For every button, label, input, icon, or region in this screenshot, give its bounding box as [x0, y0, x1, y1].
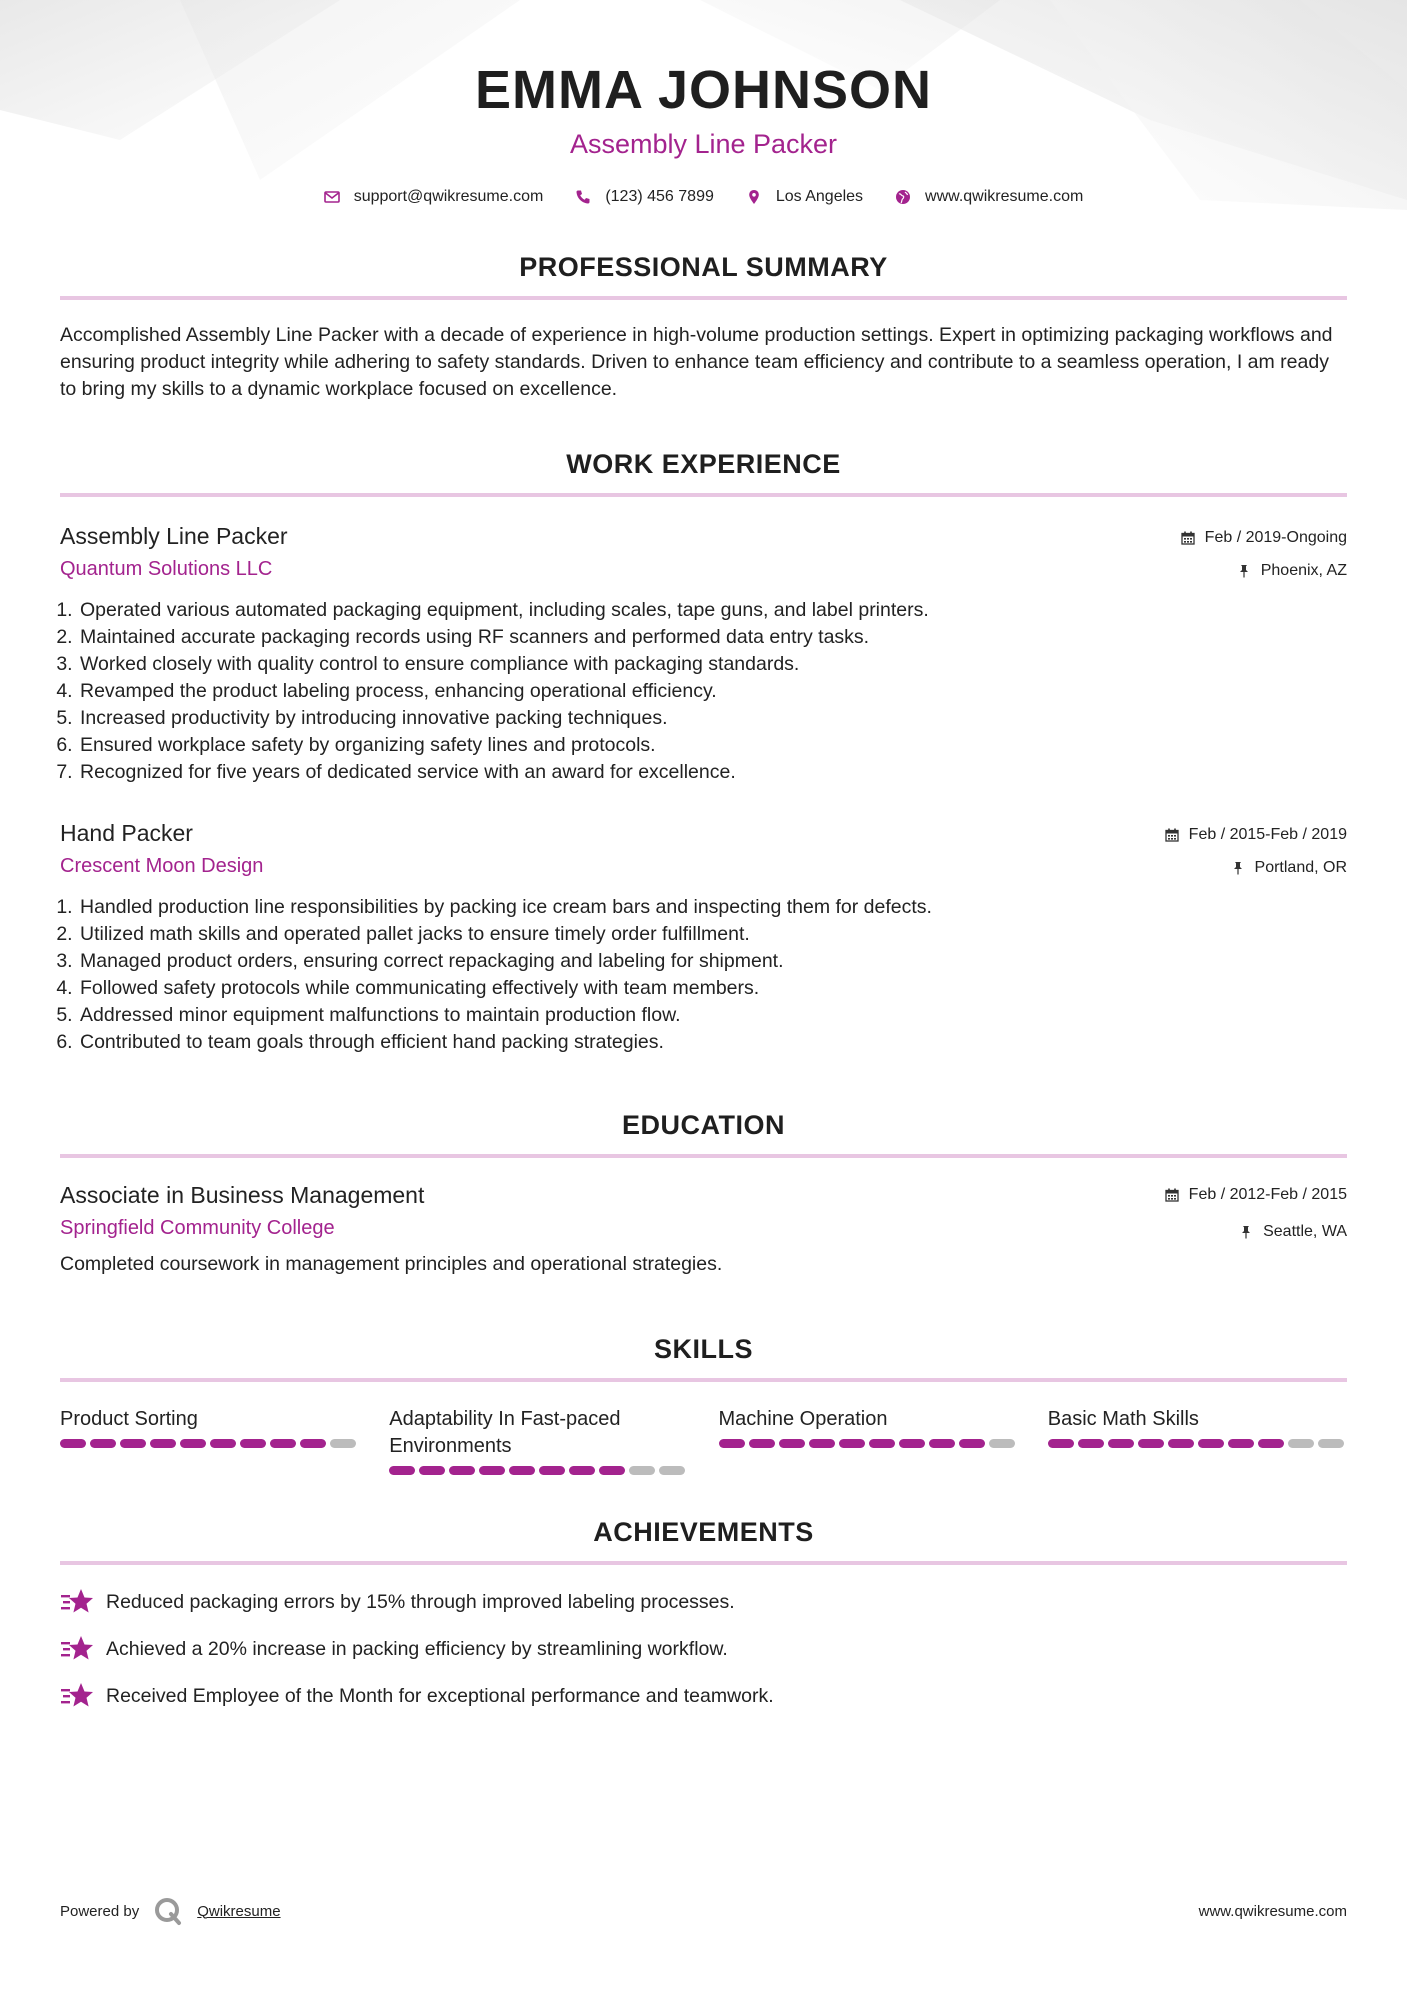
list-item: 1. Operated various automated packaging equipment, including scales, tape guns, and label printers. — [78, 597, 1347, 624]
powered-by — [60, 1896, 281, 1926]
globe-icon — [895, 189, 911, 205]
skill-name: Product Sorting — [60, 1408, 198, 1430]
skill-segment-filled — [270, 1439, 296, 1448]
skill-segment-filled — [120, 1439, 146, 1448]
powered-by-label: Powered by — [60, 1902, 140, 1920]
skills-divider — [60, 1378, 1347, 1382]
list-item: 3. Worked closely with quality control to ensure compliance with packaging standards. — [78, 651, 1347, 678]
skill-segment-filled — [599, 1466, 625, 1475]
contact-bar — [60, 186, 1347, 208]
skill-segment-filled — [449, 1466, 475, 1475]
calendar-icon — [1181, 531, 1195, 545]
job-entry — [60, 521, 1347, 786]
achievements-heading: ACHIEVEMENTS — [593, 1517, 814, 1547]
job-title: Hand Packer — [60, 820, 193, 846]
education-section — [60, 1108, 1347, 1278]
contact-email[interactable] — [324, 188, 544, 206]
education-entry — [60, 1180, 1347, 1278]
pushpin-icon — [1231, 861, 1245, 875]
achievement-text: Achieved a 20% increase in packing efficiency by streamlining workflow. — [106, 1637, 728, 1660]
skill-level-bar — [1048, 1439, 1347, 1448]
experience-section — [60, 447, 1347, 1056]
achievement-text: Received Employee of the Month for exceptional performance and teamwork. — [106, 1684, 774, 1707]
education-location: Seattle, WA — [1263, 1223, 1347, 1240]
skill-segment-filled — [929, 1439, 955, 1448]
contact-phone-text: (123) 456 7899 — [605, 188, 714, 205]
skill-segment-filled — [899, 1439, 925, 1448]
list-item: 4. Followed safety protocols while communicating effectively with team members. — [78, 975, 1347, 1002]
skill-level-bar — [389, 1466, 688, 1475]
skill-level-bar — [60, 1439, 359, 1448]
list-item — [60, 1634, 1347, 1664]
skill-segment-filled — [1228, 1439, 1254, 1448]
job-company: Crescent Moon Design — [60, 855, 264, 877]
job-title: Assembly Line Packer — [60, 523, 288, 549]
education-degree: Associate in Business Management — [60, 1182, 425, 1208]
list-item: 7. Recognized for five years of dedicated service with an award for excellence. — [78, 759, 1347, 786]
summary-text: Accomplished Assembly Line Packer with a decade of experience in high-volume production settings. Expert in optimizing packaging workflows and ensuring product integrity while adhering to safety standards. Driven to enhance team efficiency and contribute to a seamless operation, I am ready to bring my skills to a dynamic workplace focused on excellence. — [60, 324, 1333, 400]
skill-segment-empty — [629, 1466, 655, 1475]
list-item: 1. Handled production line responsibilities by packing ice cream bars and inspecting them for defects. — [78, 894, 1347, 921]
skill-segment-empty — [659, 1466, 685, 1475]
skill-segment-filled — [180, 1439, 206, 1448]
skill-segment-filled — [1048, 1439, 1074, 1448]
skill-segment-filled — [509, 1466, 535, 1475]
list-item: 4. Revamped the product labeling process, enhancing operational efficiency. — [78, 678, 1347, 705]
job-location: Portland, OR — [1254, 859, 1347, 876]
skill-item — [1048, 1406, 1347, 1475]
list-item: 6. Contributed to team goals through efficient hand packing strategies. — [78, 1029, 1347, 1056]
skills-heading: SKILLS — [653, 1334, 753, 1364]
skill-segment-filled — [839, 1439, 865, 1448]
skill-segment-filled — [1108, 1439, 1134, 1448]
skill-segment-empty — [1288, 1439, 1314, 1448]
pushpin-icon — [1237, 564, 1251, 578]
job-dates: Feb / 2019-Ongoing — [1204, 529, 1347, 546]
contact-location-text: Los Angeles — [775, 188, 864, 205]
skill-name: Basic Math Skills — [1047, 1408, 1199, 1430]
calendar-icon — [1165, 1188, 1179, 1202]
contact-email-text: support@qwikresume.com — [353, 188, 544, 205]
qwikresume-link[interactable]: Qwikresume — [197, 1902, 281, 1920]
list-item: 5. Addressed minor equipment malfunctions to maintain production flow. — [78, 1002, 1347, 1029]
skill-segment-filled — [569, 1466, 595, 1475]
job-entry — [60, 818, 1347, 1056]
skill-segment-filled — [389, 1466, 415, 1475]
skill-segment-empty — [989, 1439, 1015, 1448]
skill-item — [60, 1406, 359, 1475]
star-icon — [60, 1681, 94, 1711]
contact-website-text: www.qwikresume.com — [925, 188, 1084, 205]
education-divider — [60, 1154, 1347, 1158]
skill-item — [719, 1406, 1018, 1475]
education-description: Completed coursework in management principles and operational strategies. — [60, 1253, 723, 1275]
job-dates: Feb / 2015-Feb / 2019 — [1188, 826, 1347, 843]
skill-segment-filled — [539, 1466, 565, 1475]
summary-divider — [60, 296, 1347, 300]
skill-item — [389, 1406, 688, 1475]
skill-name: Machine Operation — [718, 1408, 888, 1430]
skills-list — [60, 1406, 1347, 1475]
skill-segment-filled — [809, 1439, 835, 1448]
education-dates: Feb / 2012-Feb / 2015 — [1188, 1186, 1347, 1203]
skills-section — [60, 1332, 1347, 1475]
list-item: 5. Increased productivity by introducing innovative packing techniques. — [78, 705, 1347, 732]
phone-icon — [575, 189, 591, 205]
pushpin-icon — [1239, 1225, 1253, 1239]
contact-location — [746, 188, 863, 206]
star-icon — [60, 1587, 94, 1617]
candidate-title: Assembly Line Packer — [569, 129, 838, 159]
skill-segment-filled — [1168, 1439, 1194, 1448]
job-bullets — [60, 597, 1347, 786]
list-item: 6. Ensured workplace safety by organizing safety lines and protocols. — [78, 732, 1347, 759]
footer — [60, 1896, 1347, 1926]
calendar-icon — [1165, 828, 1179, 842]
education-heading: EDUCATION — [622, 1110, 785, 1140]
skill-segment-filled — [749, 1439, 775, 1448]
skill-segment-empty — [1318, 1439, 1344, 1448]
skill-segment-empty — [330, 1439, 356, 1448]
list-item: 3. Managed product orders, ensuring correct repackaging and labeling for shipment. — [78, 948, 1347, 975]
skill-segment-filled — [479, 1466, 505, 1475]
skill-segment-filled — [210, 1439, 236, 1448]
skill-segment-filled — [1198, 1439, 1224, 1448]
skill-segment-filled — [1138, 1439, 1164, 1448]
skill-segment-filled — [719, 1439, 745, 1448]
footer-website[interactable]: www.qwikresume.com — [1198, 1902, 1347, 1920]
skill-segment-filled — [419, 1466, 445, 1475]
star-icon — [60, 1634, 94, 1664]
education-school: Springfield Community College — [60, 1217, 335, 1239]
qwikresume-logo-icon — [153, 1896, 183, 1926]
list-item — [60, 1681, 1347, 1711]
skill-segment-filled — [150, 1439, 176, 1448]
skill-segment-filled — [240, 1439, 266, 1448]
map-pin-icon — [746, 189, 762, 205]
job-bullets — [60, 894, 1347, 1056]
skill-segment-filled — [60, 1439, 86, 1448]
skill-segment-filled — [1258, 1439, 1284, 1448]
skill-segment-filled — [90, 1439, 116, 1448]
envelope-icon — [324, 189, 340, 205]
job-location: Phoenix, AZ — [1260, 562, 1347, 579]
list-item — [60, 1587, 1347, 1617]
job-company: Quantum Solutions LLC — [60, 558, 273, 580]
achievements-divider — [60, 1561, 1347, 1565]
skill-name: Adaptability In Fast-paced Environments — [389, 1408, 621, 1457]
skill-level-bar — [719, 1439, 1018, 1448]
skill-segment-filled — [869, 1439, 895, 1448]
summary-section — [60, 250, 1347, 403]
list-item: 2. Utilized math skills and operated pallet jacks to ensure timely order fulfillment. — [78, 921, 1347, 948]
skill-segment-filled — [1078, 1439, 1104, 1448]
experience-heading: WORK EXPERIENCE — [566, 449, 841, 479]
achievements-section — [60, 1515, 1347, 1711]
achievement-text: Reduced packaging errors by 15% through improved labeling processes. — [106, 1590, 735, 1613]
skill-segment-filled — [959, 1439, 985, 1448]
experience-divider — [60, 493, 1347, 497]
achievements-list — [60, 1587, 1347, 1711]
skill-segment-filled — [300, 1439, 326, 1448]
skill-segment-filled — [779, 1439, 805, 1448]
contact-phone[interactable] — [575, 188, 714, 206]
summary-heading: PROFESSIONAL SUMMARY — [519, 252, 888, 282]
contact-website[interactable] — [895, 188, 1083, 206]
list-item: 2. Maintained accurate packaging records using RF scanners and performed data entry tasks. — [78, 624, 1347, 651]
candidate-name: EMMA JOHNSON — [474, 60, 933, 120]
